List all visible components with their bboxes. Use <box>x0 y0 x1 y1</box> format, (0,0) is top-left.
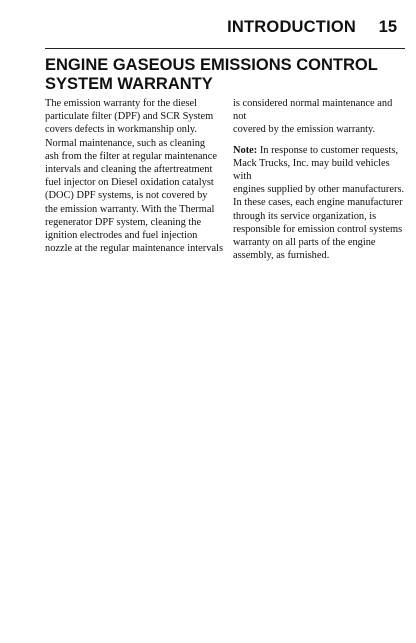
text-line: through its service organization, is <box>233 210 377 222</box>
section-name: INTRODUCTION <box>227 18 356 36</box>
text-line: Mack Trucks, Inc. may build vehicles with <box>233 157 390 183</box>
text-line: particulate filter (DPF) and SCR System <box>45 111 214 123</box>
text-line: ignition electrodes and fuel injection <box>45 230 198 242</box>
text-line: fuel injector on Diesel oxidation catalyst <box>45 177 214 189</box>
text-line: nozzle at the regular maintenance intervals <box>45 243 223 255</box>
warranty-paragraph <box>45 97 223 255</box>
text-line: covers defects in workmanship only. <box>45 124 197 136</box>
text-line: engines supplied by other manufacturers. <box>233 184 405 196</box>
text-line: In these cases, each engine manufacturer <box>233 197 403 209</box>
text-line: responsible for emission control systems <box>233 223 403 235</box>
note-label: Note: <box>233 144 258 156</box>
text-line: In response to customer requests, <box>257 144 399 156</box>
page-number: 15 <box>378 18 397 36</box>
note-paragraph <box>233 144 405 263</box>
text-line: is considered normal maintenance and not <box>233 98 393 123</box>
running-header <box>0 14 416 42</box>
text-line: ash from the filter at regular maintenance <box>45 150 217 162</box>
text-line: (DOC) DPF systems, is not covered by <box>45 190 208 202</box>
text-line: intervals and cleaning the aftertreatment <box>45 164 213 176</box>
header-rule <box>45 48 405 49</box>
text-line: the emission warranty. With the Thermal <box>45 203 215 215</box>
body-column-left <box>45 97 223 255</box>
body-column-right <box>233 97 405 262</box>
text-line: The emission warranty for the diesel <box>45 98 198 109</box>
text-line: regenerator DPF system, cleaning the <box>45 216 202 228</box>
warranty-paragraph-continued <box>233 97 405 137</box>
text-line: covered by the emission warranty. <box>233 124 376 136</box>
section-title-line-2: SYSTEM WARRANTY <box>45 75 213 93</box>
section-title <box>45 56 385 94</box>
text-line: warranty on all parts of the engine <box>233 237 376 249</box>
text-line: assembly, as furnished. <box>233 250 330 262</box>
text-line: Normal maintenance, such as cleaning <box>45 137 206 149</box>
section-title-line-1: ENGINE GASEOUS EMISSIONS CONTROL <box>45 56 378 74</box>
